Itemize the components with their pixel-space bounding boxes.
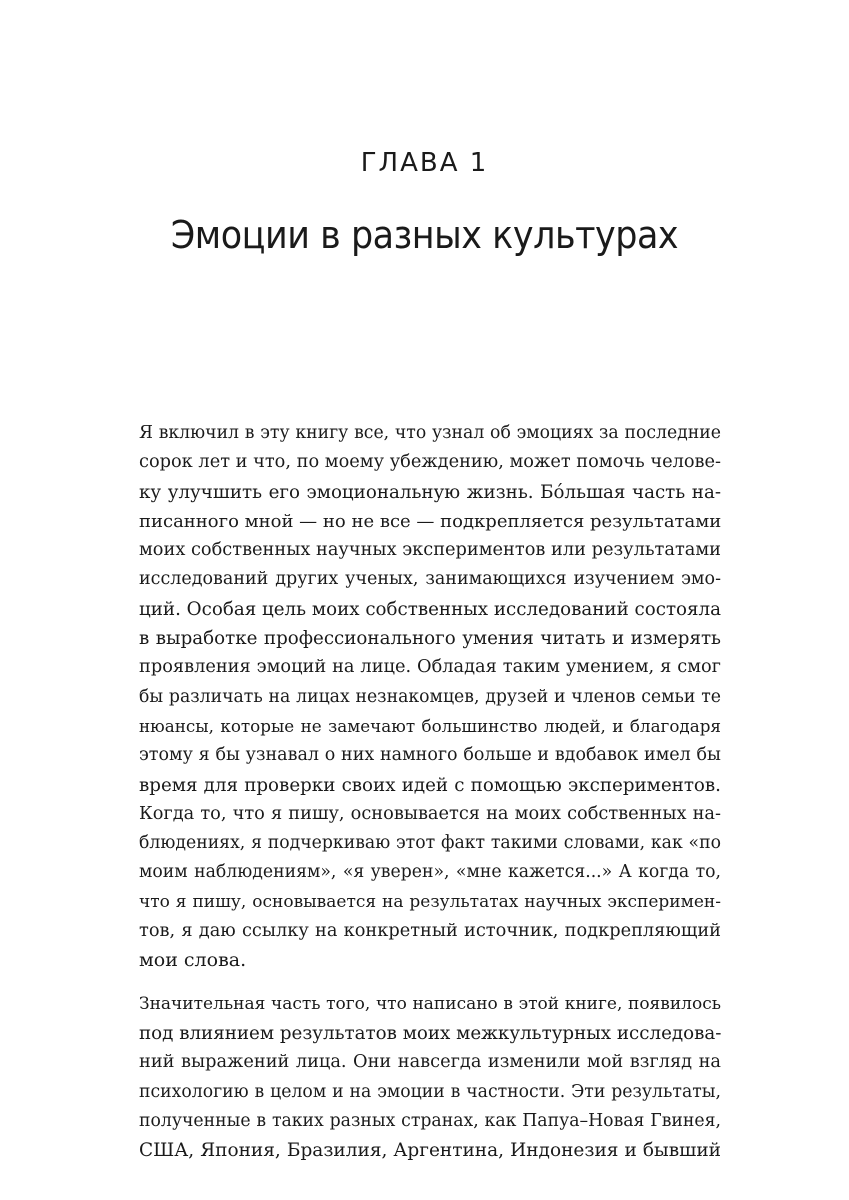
text-line: мои слова. xyxy=(139,949,247,972)
text-line: полученные в таких разных странах, как Папуа–Новая Гвинея, xyxy=(139,1110,721,1131)
text-line: Когда то, что я пишу, основывается на моих собственных на- xyxy=(139,803,721,824)
paragraph-2 xyxy=(139,990,721,1166)
text-line: что я пишу, основывается на результатах научных эксперимен- xyxy=(139,891,721,912)
text-line: под влиянием результатов моих межкультурных исследова- xyxy=(139,1022,722,1044)
text-line: исследований других ученых, занимающихся изучением эмо- xyxy=(139,569,721,590)
text-line: блюдениях, я подчеркиваю этот факт такими словами, как «по xyxy=(139,833,721,854)
text-line: моих собственных научных экспериментов или результатами xyxy=(139,540,721,561)
text-line: Значительная часть того, что написано в этой книге, появилось xyxy=(139,993,721,1014)
text-line: бы различать на лицах незнакомцев, друзей и членов семьи те xyxy=(139,686,721,707)
paragraph-1 xyxy=(139,419,721,976)
text-line: проявления эмоций на лице. Обладая таким умением, я смог xyxy=(139,657,721,678)
chapter-title: Эмоции в разных культурах xyxy=(170,213,679,257)
text-line: этому я бы узнавал о них намного больше и вдобавок имел бы xyxy=(139,745,721,766)
text-line: Я включил в эту книгу все, что узнал об эмоциях за последние xyxy=(139,423,721,443)
chapter-number: ГЛАВА 1 xyxy=(360,148,489,178)
text-line: писанного мной — но не все — подкрепляется результатами xyxy=(139,510,722,532)
text-line: ку улучшить его эмоциональную жизнь. Бóльшая часть на- xyxy=(139,481,721,503)
text-line: моим наблюдениям», «я уверен», «мне кажется...» А когда то, xyxy=(139,862,721,883)
text-line: ний выражений лица. Они навсегда изменили мой взгляд на xyxy=(139,1052,721,1073)
text-line: психологию в целом и на эмоции в частности. Эти результаты, xyxy=(139,1081,721,1102)
text-line: тов, я даю ссылку на конкретный источник, подкрепляющий xyxy=(139,921,721,942)
text-line: сорок лет и что, по моему убеждению, может помочь челове- xyxy=(139,452,722,473)
text-line: нюансы, которые не замечают большинство людей, и благодаря xyxy=(139,715,721,736)
text-line: США, Япония, Бразилия, Аргентина, Индонезия и бывший xyxy=(139,1140,721,1162)
text-line: в выработке профессионального умения читать и измерять xyxy=(139,628,721,650)
text-line: ций. Особая цель моих собственных исследований состояла xyxy=(139,598,722,620)
body-text xyxy=(139,419,721,1165)
text-line: время для проверки своих идей с помощью экспериментов. xyxy=(139,774,721,796)
